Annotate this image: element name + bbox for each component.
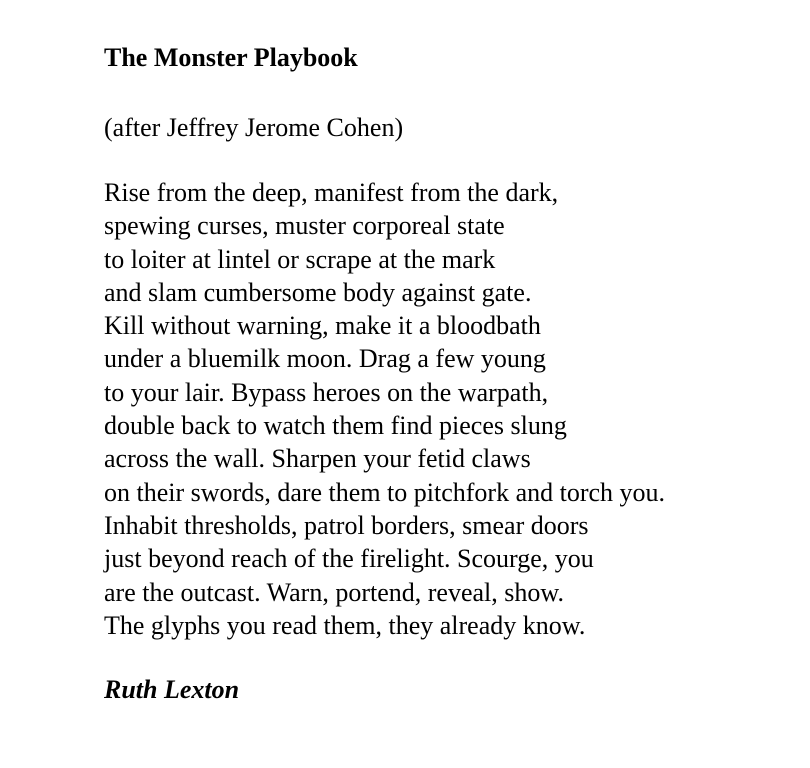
poem-author: Ruth Lexton xyxy=(104,675,240,704)
poem-line: The glyphs you read them, they already know. xyxy=(104,610,586,640)
poem-line: to loiter at lintel or scrape at the mark xyxy=(104,244,496,274)
poem-line: under a bluemilk moon. Drag a few young xyxy=(104,344,546,374)
poem-line: just beyond reach of the firelight. Scourge, you xyxy=(104,544,594,574)
poem-line: on their swords, dare them to pitchfork and torch you. xyxy=(104,477,666,507)
poem-line: Inhabit thresholds, patrol borders, smear doors xyxy=(104,510,589,540)
poem-line: across the wall. Sharpen your fetid claws xyxy=(104,444,531,474)
poem-line: are the outcast. Warn, portend, reveal, show. xyxy=(104,577,564,607)
poem-line: double back to watch them find pieces slung xyxy=(104,411,567,441)
poem-title: The Monster Playbook xyxy=(104,43,358,72)
poem-dedication: (after Jeffrey Jerome Cohen) xyxy=(104,113,404,142)
poem-line: spewing curses, muster corporeal state xyxy=(104,211,505,241)
poem-line: Kill without warning, make it a bloodbath xyxy=(104,311,541,341)
poem-line: Rise from the deep, manifest from the dark, xyxy=(104,178,559,207)
poem-line: and slam cumbersome body against gate. xyxy=(104,277,532,307)
poem-body xyxy=(104,176,665,642)
poem-line: to your lair. Bypass heroes on the warpath, xyxy=(104,377,549,407)
